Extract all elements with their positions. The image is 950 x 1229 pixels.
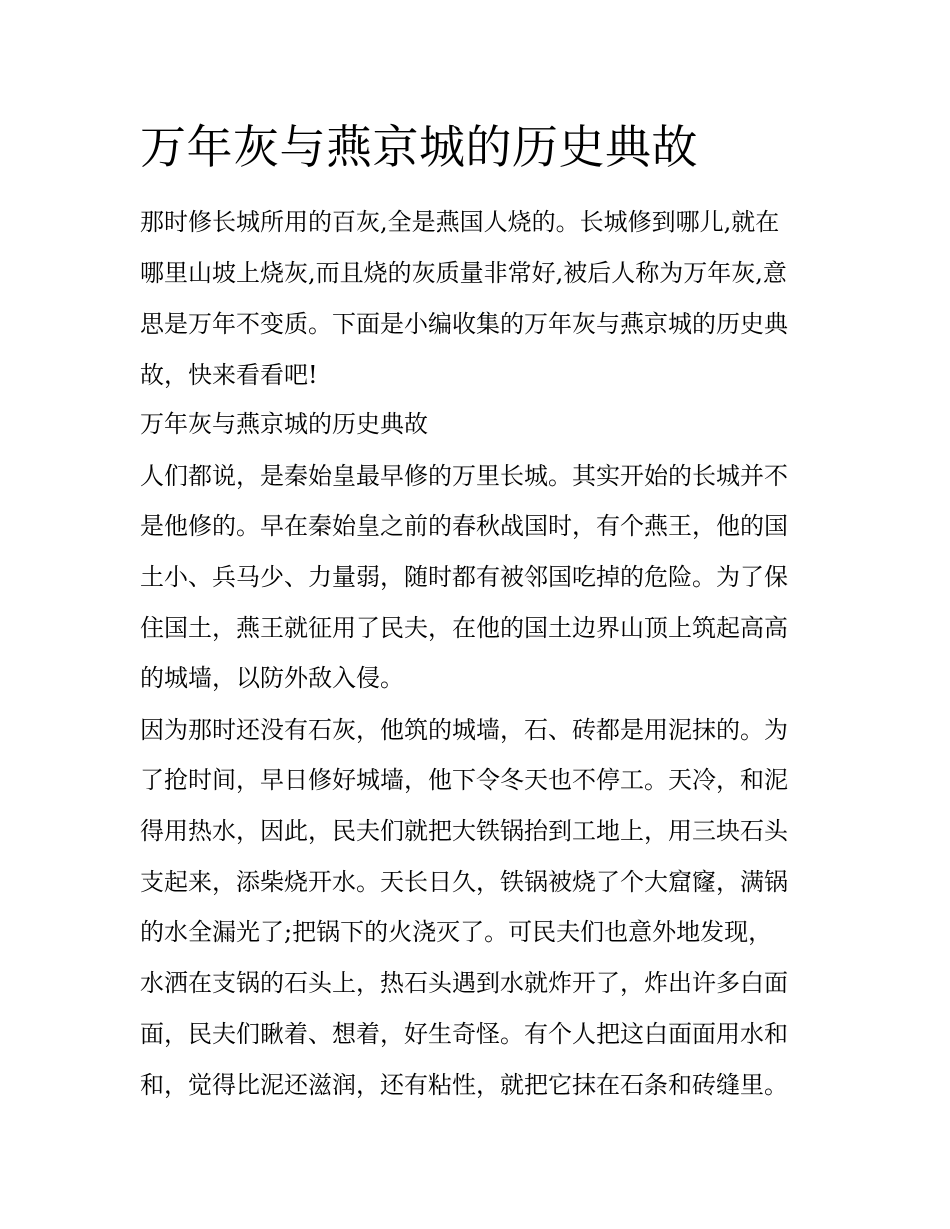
text-line: 水洒在支锅的石头上，热石头遇到水就炸开了，炸出许多白面 — [140, 969, 788, 997]
text-line: 故，快来看看吧! — [140, 361, 318, 389]
text-line: 哪里山坡上烧灰,而且烧的灰质量非常好,被后人称为万年灰,意 — [140, 259, 787, 287]
text-line: 那时修长城所用的百灰,全是燕国人烧的。长城修到哪儿,就在 — [140, 208, 780, 236]
text-line: 和，觉得比泥还滋润，还有粘性，就把它抹在石条和砖缝里。 — [140, 1071, 788, 1099]
section-heading: 万年灰与燕京城的历史典故 — [140, 410, 428, 438]
text-line: 是他修的。早在秦始皇之前的春秋战国时，有个燕王，他的国 — [140, 512, 788, 540]
text-line: 支起来，添柴烧开水。天长日久，铁锅被烧了个大窟窿，满锅 — [140, 868, 788, 896]
text-line: 得用热水，因此，民夫们就把大铁锅抬到工地上，用三块石头 — [140, 817, 788, 845]
text-line: 的水全漏光了;把锅下的火浇灭了。可民夫们也意外地发现， — [140, 918, 773, 946]
text-line: 人们都说，是秦始皇最早修的万里长城。其实开始的长城并不 — [140, 462, 788, 490]
text-line: 思是万年不变质。下面是小编收集的万年灰与燕京城的历史典 — [140, 310, 788, 338]
text-line: 因为那时还没有石灰，他筑的城墙，石、砖都是用泥抹的。为 — [140, 716, 788, 744]
text-line: 面，民夫们瞅着、想着，好生奇怪。有个人把这白面面用水和 — [140, 1020, 788, 1048]
text-line: 住国土，燕王就征用了民夫，在他的国土边界山顶上筑起高高 — [140, 614, 788, 642]
text-line: 了抢时间，早日修好城墙，他下令冬天也不停工。天冷，和泥 — [140, 766, 788, 794]
text-line: 土小、兵马少、力量弱，随时都有被邻国吃掉的危险。为了保 — [140, 563, 788, 591]
text-line: 的城墙，以防外敌入侵。 — [140, 664, 404, 692]
document-title: 万年灰与燕京城的历史典故 — [140, 120, 698, 174]
